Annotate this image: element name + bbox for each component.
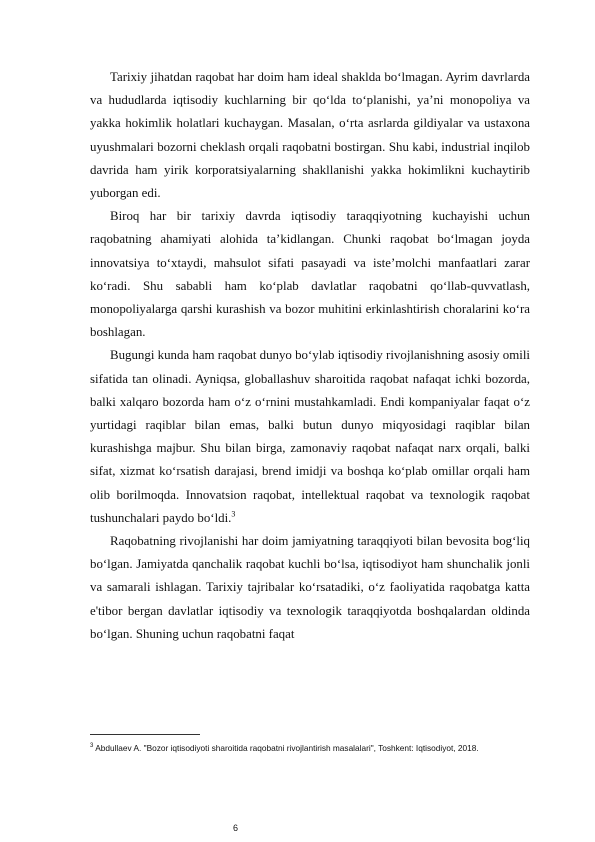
footnote-divider: [90, 734, 200, 735]
footnote-reference: 3: [231, 509, 236, 519]
footnote-text: Abdullaev A. "Bozor iqtisodiyoti sharoitida raqobatni rivojlantirish masalalari", Toshkent: Iqtisodiyot, 2018.: [95, 743, 479, 753]
paragraph-4: Raqobatning rivojlanishi har doim jamiyatning taraqqiyoti bilan bevosita bog‘liq bo‘lgan. Jamiyatda qanchalik raqobat kuchli bo‘lsa, iqtisodiyot ham shunchalik jonli va samarali ishlagan. Tarixiy tajribalar ko‘rsatadiki, o‘z faoliyatida raqobatga katta e'tibor bergan davlatlar iqtisodiy va texnologik taraqqiyotda boshqalardan oldinda bo‘lgan. Shuning uchun raqobatni faqat: [90, 534, 530, 641]
paragraph-3-text: Bugungi kunda ham raqobat dunyo bo‘ylab iqtisodiy rivojlanishning asosiy omili sifatida tan olinadi. Ayniqsa, globallashuv sharoitida raqobat nafaqat ichki bozorda, balki xalqaro bozorda ham o‘z o‘rnini mustahkamladi. Endi kompaniyalar faqat o‘z yurtidagi raqiblar bilan emas, balki butun dunyo miqyosidagi raqiblar bilan kurashishga majbur. Shu bilan birga, zamonaviy raqobat nafaqat narx orqali, balki sifat, xizmat ko‘rsatish darajasi, brend imidji va boshqa ko‘plab omillar orqali ham olib borilmoqda. Innovatsion raqobat, intellektual raqobat va texnologik raqobat tushunchalari paydo bo‘ldi.: [90, 348, 530, 525]
paragraph-3: [90, 344, 530, 530]
paragraph-1: Tarixiy jihatdan raqobat har doim ham ideal shaklda bo‘lmagan. Ayrim davrlarda va hududlarda iqtisodiy kuchlarning bir qo‘lda to‘planishi, ya’ni monopoliya va yakka hokimlik holatlari kuchaygan. Masalan, o‘rta asrlarda gildiyalar va ustaxona uyushmalari bozorni cheklash orqali raqobatni bostirgan. Shu kabi, industrial inqilob davrida ham yirik korporatsiyalarning shakllanishi yakka hokimlikni kuchaytirib yuborgan edi.: [90, 70, 530, 201]
document-body: [90, 66, 530, 646]
footnote: [90, 739, 530, 758]
footnote-marker: 3: [90, 743, 94, 750]
page-number: 6: [233, 823, 239, 833]
paragraph-2: Biroq har bir tarixiy davrda iqtisodiy taraqqiyotning kuchayishi uchun raqobatning ahamiyati alohida ta’kidlangan. Chunki raqobat bo‘lmagan joyda innovatsiya to‘xtaydi, mahsulot sifati pasayadi va iste’molchi manfaatlari zarar ko‘radi. Shu sababli ham ko‘plab davlatlar raqobatni qo‘llab-quvvatlash, monopoliyalarga qarshi kurashish va bozor muhitini erkinlashtirish choralarini ko‘ra boshlagan.: [90, 209, 530, 340]
